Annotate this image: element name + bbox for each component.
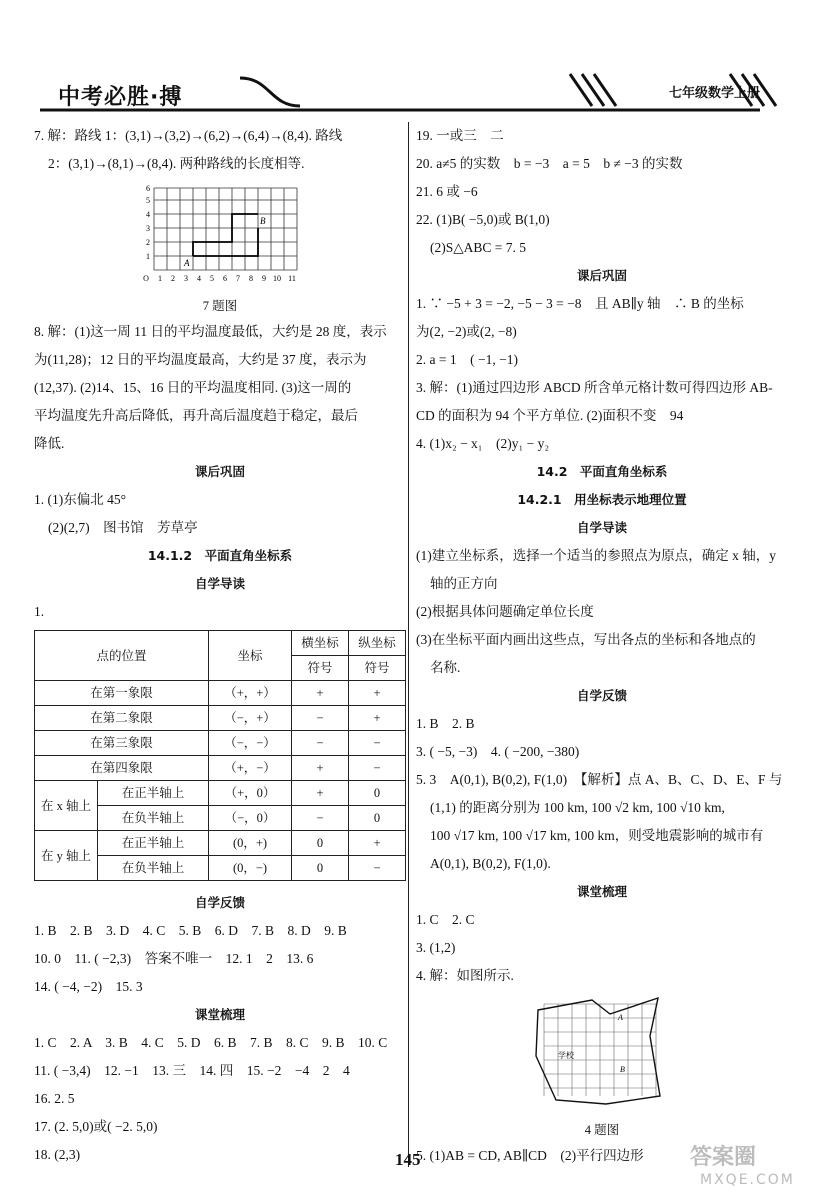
table-row [35, 681, 406, 706]
figure-7 [34, 184, 406, 294]
point-b-label: B [260, 216, 266, 226]
consolidation-1: 1. (1)东偏北 45° [34, 492, 127, 507]
guide-3-line2: 名称. [430, 660, 461, 675]
guide-3-line1: (3)在坐标平面内画出这些点，写出各点的坐标和各地点的 [416, 632, 756, 647]
feedback-line: 1. B 2. B 3. D 4. C 5. B 6. D 7. B 8. D 9. B [34, 923, 347, 938]
section-heading: 14.2 平面直角坐标系 [536, 464, 668, 479]
table-cell: （+，+） [209, 681, 292, 706]
table-cell: （−，0） [209, 806, 292, 831]
section-heading: 课后巩固 [194, 464, 245, 479]
section-heading: 自学导读 [194, 576, 245, 591]
guide-1-line2: 轴的正方向 [430, 576, 498, 591]
table-header: 横坐标 [292, 631, 349, 656]
x-tick-label: O [143, 274, 149, 283]
table-cell: + [349, 681, 406, 706]
point-b-label: B [620, 1065, 625, 1074]
table-cell: − [292, 806, 349, 831]
answer-7-line1: 7. 解：路线 1：(3,1)→(3,2)→(6,2)→(6,4)→(8,4). 路线 [34, 128, 343, 143]
table-cell: − [349, 756, 406, 781]
answer-19: 19. 一或三 二 [416, 128, 504, 143]
consolidation-1-line2: 为(2, −2)或(2, −8) [416, 324, 517, 339]
feedback-line: 3. ( −5, −3) 4. ( −200, −380) [416, 744, 580, 759]
x-tick-label: 10 [273, 274, 281, 283]
answer-8-line4: 平均温度先升高后降低，再升高后温度趋于稳定，最后 [34, 408, 358, 423]
x-tick-label: 11 [288, 274, 296, 283]
sign-table [34, 630, 406, 881]
table-cell: − [349, 731, 406, 756]
feedback-5-line3: 100 √17 km, 100 √17 km, 100 km，则受地震影响的城市有 [430, 828, 764, 843]
table-cell: 在负半轴上 [98, 856, 209, 881]
feedback-5-line4: A(0,1), B(0,2), F(1,0). [430, 856, 551, 871]
right-column [416, 122, 788, 1170]
table-row [35, 731, 406, 756]
table-cell: − [292, 706, 349, 731]
table-cell: 在第四象限 [35, 756, 209, 781]
review-line: 18. (2,3) [34, 1147, 81, 1162]
table-cell: 0 [349, 806, 406, 831]
item-1-label: 1. [34, 604, 45, 619]
left-column [34, 122, 406, 1169]
x-tick-label: 6 [223, 274, 227, 283]
y-tick-label: 5 [146, 196, 150, 205]
table-cell: 在正半轴上 [98, 781, 209, 806]
y-tick-label: 2 [146, 238, 150, 247]
table-cell: + [292, 681, 349, 706]
table-cell: (0，+) [209, 831, 292, 856]
y-tick-label: 6 [146, 184, 150, 193]
section-heading: 自学反馈 [576, 688, 627, 703]
consolidation-4: 4. (1)x₂ − x₁ (2)y₁ − y₂ [416, 436, 550, 451]
table-row [35, 706, 406, 731]
feedback-line: 14. ( −4, −2) 15. 3 [34, 979, 143, 994]
y-tick-label: 1 [146, 252, 150, 261]
answer-22-2: (2)S△ABC = 7. 5 [430, 240, 527, 255]
review-line: 11. ( −3,4) 12. −1 13. 三 14. 四 15. −2 −4 2 4 [34, 1063, 350, 1078]
review-line: 3. (1,2) [416, 940, 456, 955]
feedback-5-line1: 5. 3 A(0,1), B(0,2), F(1,0) 【解析】点 A、B、C、D、E、F 与 [416, 772, 783, 787]
point-a-label: A [618, 1013, 623, 1022]
page-header [40, 70, 790, 118]
section-heading: 自学导读 [576, 520, 627, 535]
x-tick-label: 3 [184, 274, 188, 283]
point-a-label: A [184, 258, 190, 268]
route-1 [193, 214, 258, 256]
table-cell: 在第一象限 [35, 681, 209, 706]
x-tick-label: 5 [210, 274, 214, 283]
y-tick-label: 3 [146, 224, 150, 233]
table-cell: (0，−) [209, 856, 292, 881]
table-cell: + [292, 756, 349, 781]
guide-2: (2)根据具体问题确定单位长度 [416, 604, 594, 619]
column-divider [408, 122, 409, 1167]
watermark-logo: 答案圈 [690, 1145, 757, 1170]
review-line: 5. (1)AB = CD, AB∥CD (2)平行四边形 [416, 1148, 644, 1163]
answer-8-line1: 8. 解：(1)这一周 11 日的平均温度最低，大约是 28 度，表示 [34, 324, 387, 339]
section-heading: 课堂梳理 [194, 1007, 245, 1022]
review-line: 4. 解：如图所示. [416, 968, 514, 983]
table-cell: − [292, 731, 349, 756]
section-heading: 自学反馈 [194, 895, 245, 910]
table-cell: 在正半轴上 [98, 831, 209, 856]
table-row [35, 756, 406, 781]
answer-8-line5: 降低. [34, 436, 65, 451]
table-cell: 在负半轴上 [98, 806, 209, 831]
school-label: 学校 [558, 1051, 574, 1060]
consolidation-3-line1: 3. 解：(1)通过四边形 ABCD 所含单元格计数可得四边形 AB- [416, 380, 773, 395]
answer-22-1: 22. (1)B( −5,0)或 B(1,0) [416, 212, 550, 227]
table-row [35, 831, 406, 856]
table-cell: （+，0） [209, 781, 292, 806]
section-heading: 14.2.1 用坐标表示地理位置 [517, 492, 687, 507]
table-row [35, 781, 406, 806]
consolidation-2: (2)(2,7) 图书馆 芳草亭 [48, 520, 198, 535]
grid-figure-7 [140, 184, 320, 284]
table-header: 坐标 [209, 631, 292, 681]
table-cell: 在第二象限 [35, 706, 209, 731]
quadrilateral-grid-figure [534, 996, 664, 1108]
answer-20: 20. a≠5 的实数 b = −3 a = 5 b ≠ −3 的实数 [416, 156, 683, 171]
table-cell: 在第三象限 [35, 731, 209, 756]
consolidation-1-line1: 1. ∵ −5 + 3 = −2, −5 − 3 = −8 且 AB∥y 轴 ∴ B 的坐标 [416, 296, 744, 311]
review-line: 1. C 2. A 3. B 4. C 5. D 6. B 7. B 8. C 9. B 10. C [34, 1035, 388, 1050]
table-cell: （−，−） [209, 731, 292, 756]
table-cell: + [292, 781, 349, 806]
x-tick-label: 7 [236, 274, 240, 283]
figure-4 [416, 996, 788, 1118]
table-header: 点的位置 [35, 631, 209, 681]
table-cell: （−，+） [209, 706, 292, 731]
consolidation-2: 2. a = 1 ( −1, −1) [416, 352, 518, 367]
section-heading: 课后巩固 [576, 268, 627, 283]
table-cell: 0 [349, 781, 406, 806]
x-tick-label: 8 [249, 274, 253, 283]
x-tick-label: 4 [197, 274, 201, 283]
watermark-site: MXQE.COM [700, 1172, 795, 1188]
table-cell: 在 x 轴上 [35, 781, 98, 831]
feedback-line: 1. B 2. B [416, 716, 475, 731]
guide-1-line1: (1)建立坐标系，选择一个适当的参照点为原点，确定 x 轴，y [416, 548, 776, 563]
table-cell: 在 y 轴上 [35, 831, 98, 881]
answer-21: 21. 6 或 −6 [416, 184, 478, 199]
table-cell: + [349, 706, 406, 731]
section-heading: 课堂梳理 [576, 884, 627, 899]
table-cell: + [349, 831, 406, 856]
table-cell: （+，−） [209, 756, 292, 781]
table-header: 纵坐标 [349, 631, 406, 656]
table-cell: 0 [292, 856, 349, 881]
feedback-line: 10. 0 11. ( −2,3) 答案不唯一 12. 1 2 13. 6 [34, 951, 314, 966]
y-tick-label: 4 [146, 210, 150, 219]
page-number: 145 [395, 1150, 421, 1169]
answer-8-line3: (12,37). (2)14、15、16 日的平均温度相同. (3)这一周的 [34, 380, 352, 395]
figure-4-caption: 4 题图 [584, 1123, 620, 1137]
review-line: 1. C 2. C [416, 912, 475, 927]
answer-8-line2: 为(11,28)；12 日的平均温度最高，大约是 37 度，表示为 [34, 352, 367, 367]
table-cell: 0 [292, 831, 349, 856]
table-cell: − [349, 856, 406, 881]
x-tick-label: 2 [171, 274, 175, 283]
series-title: 中考必胜·搏 [58, 85, 183, 110]
answer-7-line2: 2：(3,1)→(8,1)→(8,4). 两种路线的长度相等. [48, 156, 305, 171]
table-header: 符号 [349, 656, 406, 681]
review-line: 16. 2. 5 [34, 1091, 75, 1106]
x-tick-label: 9 [262, 274, 266, 283]
grade-label: 七年级数学上册 [668, 86, 760, 101]
consolidation-3-line2: CD 的面积为 94 个平方单位. (2)面积不变 94 [416, 408, 684, 423]
section-heading: 14.1.2 平面直角坐标系 [147, 548, 293, 563]
review-line: 17. (2. 5,0)或( −2. 5,0) [34, 1119, 158, 1134]
feedback-5-line2: (1,1) 的距离分别为 100 km, 100 √2 km, 100 √10 km, [430, 800, 725, 815]
table-header: 符号 [292, 656, 349, 681]
x-tick-label: 1 [158, 274, 162, 283]
figure-7-caption: 7 题图 [202, 299, 238, 313]
